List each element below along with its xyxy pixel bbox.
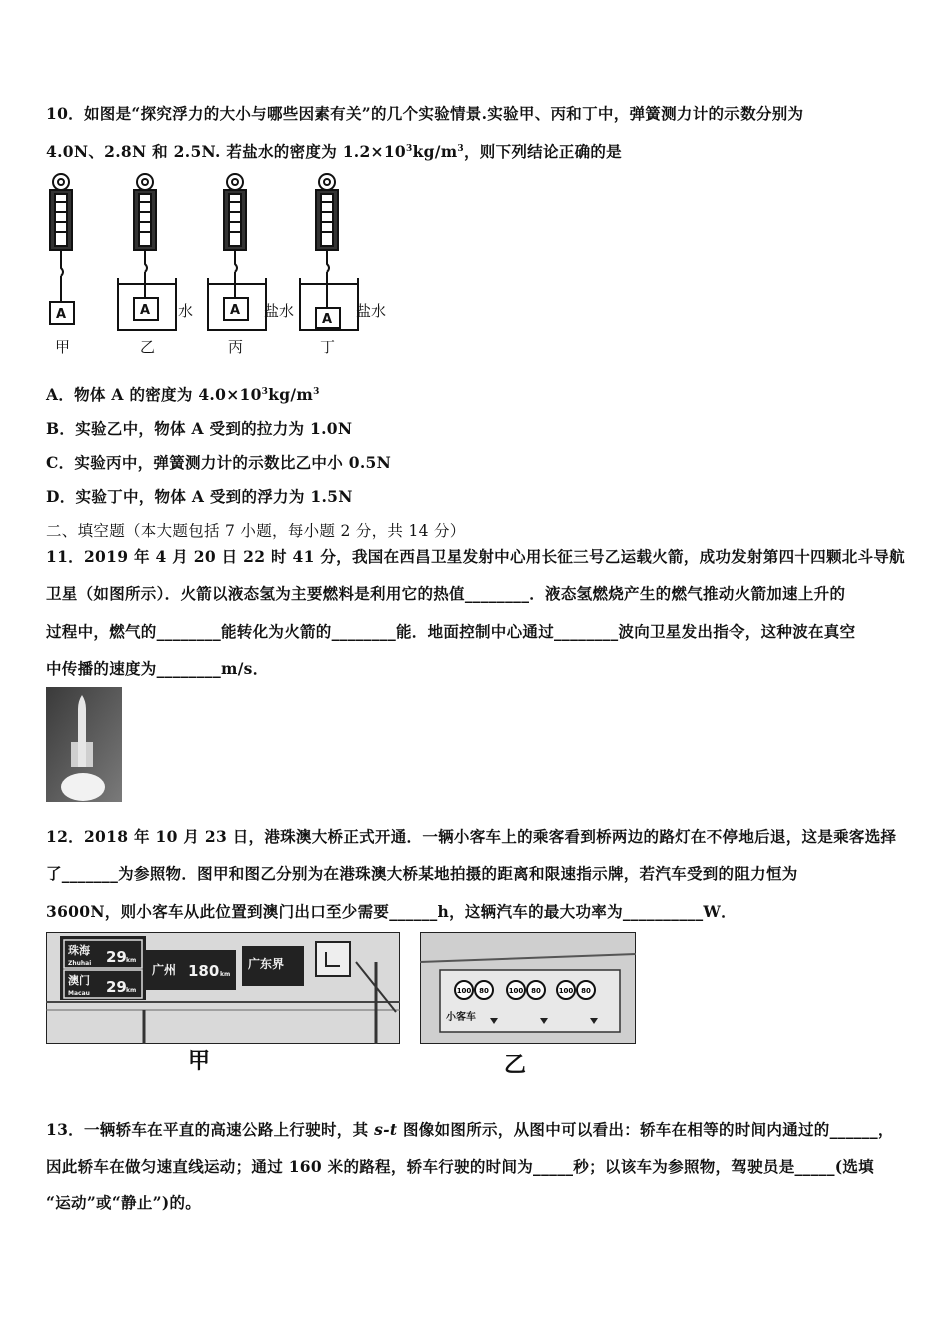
q12-line2: 了_______为参照物．图甲和图乙分别为在港珠澳大桥某地拍摄的距离和限速指示牌，若汽车受到的阻力恒为 <box>46 864 798 883</box>
sign-macau-en: Macau <box>68 990 90 997</box>
q11-line4: 中传播的速度为________m/s． <box>46 659 269 678</box>
spring-scale-jia <box>50 174 74 324</box>
sign-unit: km <box>126 987 137 994</box>
speed-limit-sign-photo <box>420 932 636 1044</box>
caption-yi: 乙 <box>140 338 156 356</box>
q13-line2: 因此轿车在做匀速直线运动；通过 160 米的路程，轿车行驶的时间为_____秒；以该车为参照物，驾驶员是_____(选填 <box>46 1157 874 1176</box>
liquid-label-brine: 盐水 <box>264 302 295 320</box>
superscript: 3 <box>261 387 269 397</box>
q12-line1: 12．2018 年 10 月 23 日，港珠澳大桥正式开通．一辆小客车上的乘客看到桥两边的路灯在不停地后退，这是乘客选择 <box>46 827 897 846</box>
sign-macau: 澳门 <box>68 974 90 987</box>
sign-guangzhou-km: 180 <box>188 962 220 980</box>
speed-limit-value: 80 <box>479 987 489 995</box>
liquid-label-water: 水 <box>178 302 194 320</box>
q10-option-a <box>46 383 320 405</box>
unit-text: kg/m <box>412 142 458 161</box>
caption-ding: 丁 <box>320 338 336 356</box>
speed-limit-value: 80 <box>531 987 541 995</box>
spring-scale-ding <box>300 174 358 330</box>
q13-line1-tail: 图像如图所示，从图中可以看出：轿车在相等的时间内通过的______， <box>397 1120 894 1139</box>
block-label: A <box>56 307 67 322</box>
superscript: 3 <box>313 387 320 397</box>
q10-line2 <box>46 140 622 162</box>
sign-zhuhai-en: Zhuhai <box>68 960 92 967</box>
sign-zhuhai: 珠海 <box>68 944 90 957</box>
speed-limit-value: 100 <box>508 987 524 995</box>
q11-line3: 过程中，燃气的________能转化为火箭的________能．地面控制中心通过________波向卫星发出指令，这种波在真空 <box>46 622 856 641</box>
q13-line1 <box>46 1118 894 1140</box>
section-heading: 二、填空题（本大题包括 7 小题，每小题 2 分，共 14 分） <box>46 522 466 540</box>
unit-text: kg/m <box>268 385 314 404</box>
option-a-text: A．物体 A 的密度为 4.0×10 <box>46 385 262 404</box>
sign-car-label: 小客车 <box>446 1012 476 1023</box>
q10-option-c: C．实验丙中，弹簧测力计的示数比乙中小 0.5N <box>46 453 392 472</box>
block-label: A <box>230 303 241 318</box>
caption-yi: 乙 <box>504 1053 527 1078</box>
q10-option-b: B．实验乙中，物体 A 受到的拉力为 1.0N <box>46 419 353 438</box>
q10-line2-tail: ，则下列结论正确的是 <box>463 142 622 161</box>
speed-limit-value: 100 <box>558 987 574 995</box>
q10-line2-text: 4.0N、2.8N 和 2.5N. 若盐水的密度为 1.2×10 <box>46 142 407 161</box>
q10-option-d: D．实验丁中，物体 A 受到的浮力为 1.5N <box>46 487 353 506</box>
q13-line1-text: 13．一辆轿车在平直的高速公路上行驶时，其 <box>46 1120 375 1139</box>
speed-limit-value: 100 <box>456 987 472 995</box>
q10-line1: 10．如图是“探究浮力的大小与哪些因素有关”的几个实验情景.实验甲、丙和丁中，弹簧测力计的示数分别为 <box>46 104 804 123</box>
speed-limit-value: 80 <box>581 987 591 995</box>
caption-jia: 甲 <box>188 1049 211 1074</box>
distance-sign-photo <box>46 932 400 1044</box>
st-symbol: s-t <box>374 1120 398 1139</box>
superscript: 3 <box>406 144 413 154</box>
block-label: A <box>140 303 151 318</box>
sign-guangzhou: 广州 <box>152 963 177 977</box>
sign-unit: km <box>126 957 137 964</box>
spring-scale-figure <box>40 170 420 360</box>
sign-unit: km <box>220 971 231 978</box>
q11-line2: 卫星（如图所示）．火箭以液态氢为主要燃料是利用它的热值________．液态氢燃烧产生的燃气推动火箭加速上升的 <box>46 584 846 603</box>
q11-line1: 11．2019 年 4 月 20 日 22 时 41 分，我国在西昌卫星发射中心用长征三号乙运载火箭，成功发射第四十四颗北斗导航 <box>46 547 905 566</box>
superscript: 3 <box>457 144 464 154</box>
q12-line3: 3600N，则小客车从此位置到澳门出口至少需要______h，这辆汽车的最大功率为__________W． <box>46 902 737 921</box>
block-label: A <box>322 312 333 327</box>
sign-zhuhai-km: 29 <box>106 948 127 966</box>
sign-macau-km: 29 <box>106 978 127 996</box>
caption-bing: 丙 <box>228 338 244 356</box>
sign-guangdong: 广东界 <box>248 957 285 971</box>
liquid-label-brine: 盐水 <box>356 302 387 320</box>
q13-line3: “运动”或“静止”)的。 <box>46 1193 202 1212</box>
caption-jia: 甲 <box>55 338 71 356</box>
rocket-photo <box>46 687 122 802</box>
